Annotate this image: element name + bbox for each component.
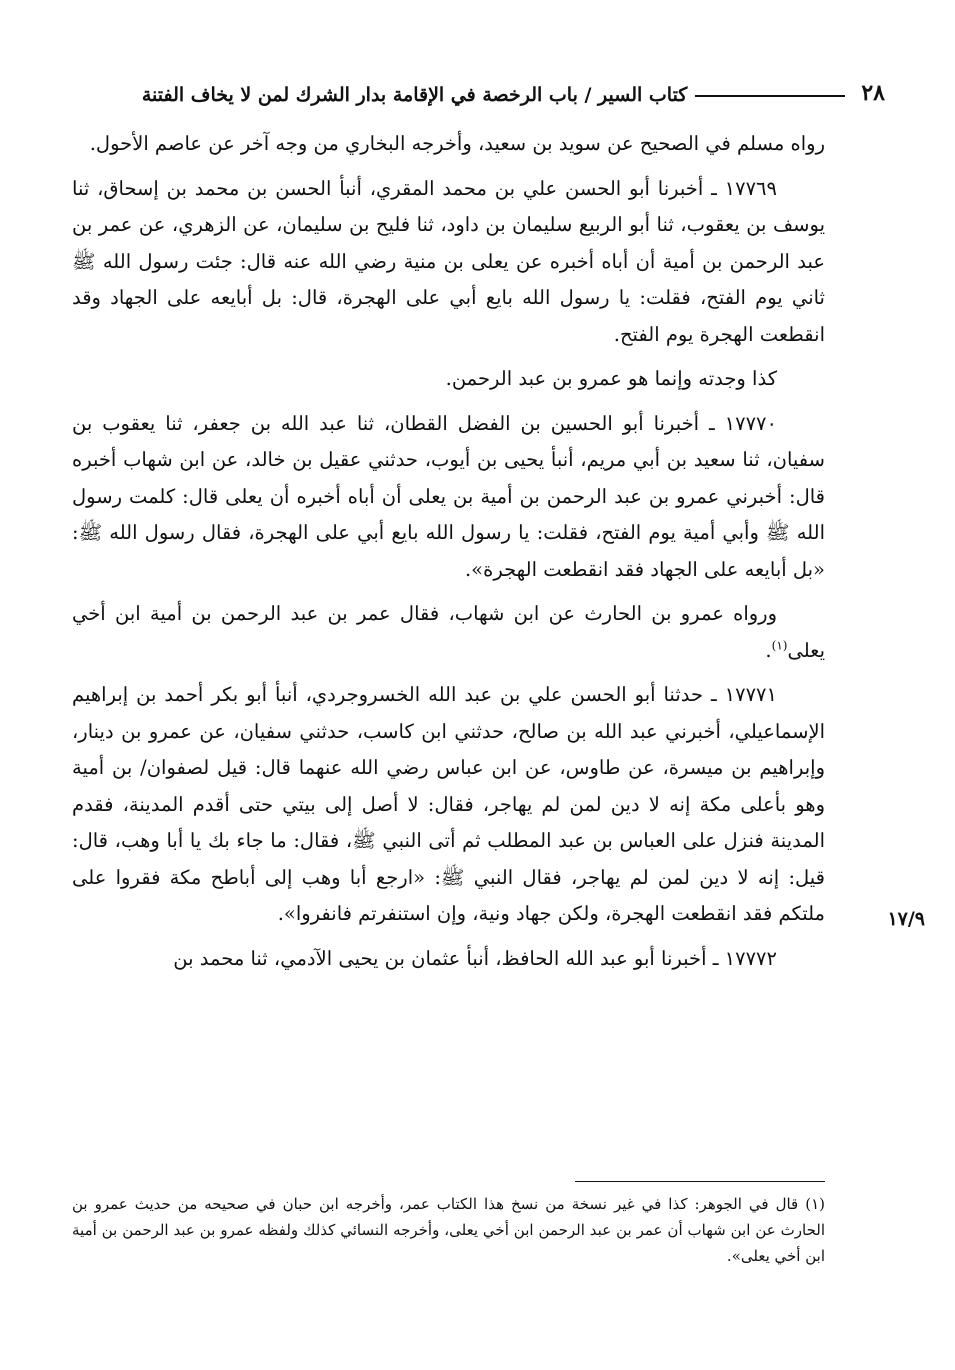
footnote-separator	[575, 1181, 825, 1182]
paragraph-text: ورواه عمرو بن الحارث عن ابن شهاب، فقال عمر بن عبد الرحمن بن أمية ابن أخي يعلى	[72, 602, 825, 662]
hadith-17769: ١٧٧٦٩ ـ أخبرنا أبو الحسن علي بن محمد المقري، أنبأ الحسن بن محمد بن إسحاق، ثنا يوسف بن يعقوب، ثنا أبو الربيع سليمان بن داود، ثنا فليح بن سليمان، عن الزهري، عن عمر بن عبد الرحمن بن أمية أن أباه أخبره عن يعلى بن منية رضي الله عنه قال: جئت رسول الله ﷺ ثاني يوم الفتح، فقلت: يا رسول الله بايع أبي على الهجرة، قال: بل أبايعه على الجهاد وقد انقطعت الهجرة يوم الفتح.	[72, 176, 825, 346]
hadith-17772: ١٧٧٧٢ ـ أخبرنا أبو عبد الله الحافظ، أنبأ عثمان بن يحيى الآدمي، ثنا محمد بن	[173, 946, 777, 970]
footnote-reference: (١)	[771, 638, 788, 652]
paragraph: كذا وجدته وإنما هو عمرو بن عبد الرحمن.	[445, 367, 777, 390]
running-header	[72, 72, 885, 106]
main-text	[72, 126, 825, 985]
footnote-1: (١) قال في الجوهر: كذا في غير نسخة من نسخ هذا الكتاب عمر، وأخرجه ابن حبان في صحيحه من حديث عمرو بن الحارث عن ابن شهاب أن عمر بن عبد الرحمن ابن أخي يعلى، وأخرجه النسائي كذلك ولفظه عمرو بن عبد الرحمن بن أمية ابن أخي يعلى».	[72, 1195, 825, 1265]
header-rule	[695, 95, 845, 97]
margin-page-marker: ١٧/٩	[887, 908, 925, 930]
header-title: كتاب السير / باب الرخصة في الإقامة بدار الشرك لمن لا يخاف الفتنة	[141, 84, 688, 106]
footnotes	[72, 1191, 825, 1269]
paragraph-with-footnote-ref	[72, 596, 825, 669]
page-number: ٢٨	[861, 80, 885, 106]
hadith-17771: ١٧٧٧١ ـ حدثنا أبو الحسن علي بن عبد الله الخسروجردي، أنبأ أبو بكر أحمد بن إبراهيم الإسماعيلي، أخبرني عبد الله بن صالح، حدثني ابن كاسب، حدثني سفيان، عن عمرو بن دينار، وإبراهيم بن ميسرة، عن طاوس، عن ابن عباس رضي الله عنهما قال: قيل لصفوان/ بن أمية وهو بأعلى مكة إنه لا دين لمن لم يهاجر، فقال: لا أصل إلى بيتي حتى أقدم المدينة، فقدم المدينة فنزل على العباس بن عبد المطلب ثم أتى النبي ﷺ، فقال: ما جاء بك يا أبا وهب، قال: قيل: إنه لا دين لمن لم يهاجر، فقال النبي ﷺ: «ارجع أبا وهب إلى أباطح مكة فقروا على ملتكم فقد انقطعت الهجرة، ولكن جهاد ونية، وإن استنفرتم فانفروا».	[72, 683, 825, 925]
hadith-17770: ١٧٧٧٠ ـ أخبرنا أبو الحسين بن الفضل القطان، ثنا عبد الله بن جعفر، ثنا يعقوب بن سفيان، ثنا سعيد بن أبي مريم، أنبأ يحيى بن أيوب، حدثني عقيل بن خالد، عن ابن شهاب أخبره قال: أخبرني عمرو بن عبد الرحمن بن أمية بن يعلى أن أباه أخبره أن يعلى قال: كلمت رسول الله ﷺ وأبي أمية يوم الفتح، فقلت: يا رسول الله بايع أبي على الهجرة، فقال رسول الله ﷺ: «بل أبايعه على الجهاد فقد انقطعت الهجرة».	[72, 411, 825, 581]
paragraph-end: .	[765, 638, 772, 662]
paragraph: رواه مسلم في الصحيح عن سويد بن سعيد، وأخرجه البخاري من وجه آخر عن عاصم الأحول.	[89, 132, 825, 155]
